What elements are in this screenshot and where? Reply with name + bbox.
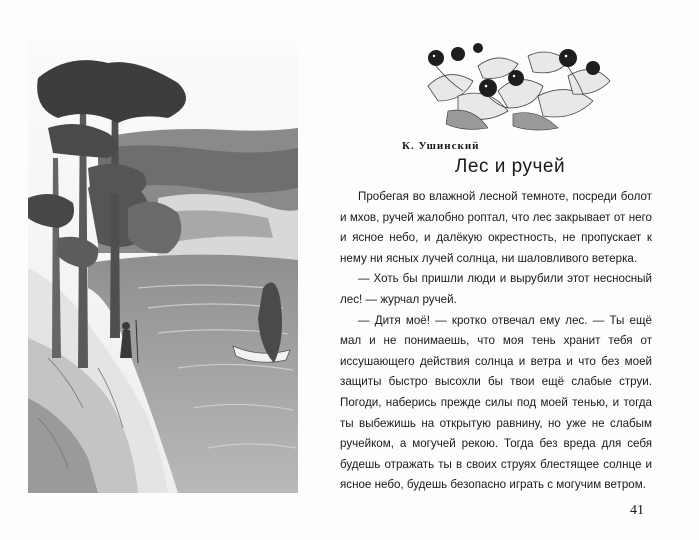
paragraph: Пробегая во влажной лесной темноте, посреди болот и мхов, ручей жалобно роптал, что лес закрывает от него и ясное небо, и далёкую окрестность, не пропускает к нему ни ясных лучей солнца, ни шаловливого ветерка. — [340, 190, 652, 265]
page-number: 41 — [630, 503, 644, 518]
forest-river-illustration — [28, 38, 298, 493]
story-title: Лес и ручей — [454, 156, 566, 177]
paragraph: — Хоть бы пришли люди и вырубили этот несносный лес! — журчал ручей. — [340, 272, 652, 306]
berry-ornament — [418, 36, 616, 134]
paragraph: — Дитя моё! — кротко отвечал ему лес. — Ты ещё мал и не понимаешь, что моя тень хранит тебя от иссушающего действия солнца и ветра и что без моей защиты быстро высохли бы твои ещё слабые струи. Погоди, наберись прежде силы под моей тенью, и тогда ты выбежишь на открытую равнину, но уже не слабым ручейком, а могучей рекою. Тогда без вреда для себя будешь отражать ты в своих струях блестящее солнце и ясное небо, будешь безопасно играть с могучим ветром. — [340, 313, 652, 492]
story-text — [340, 187, 652, 496]
author-name: К. Ушинский — [402, 140, 480, 152]
